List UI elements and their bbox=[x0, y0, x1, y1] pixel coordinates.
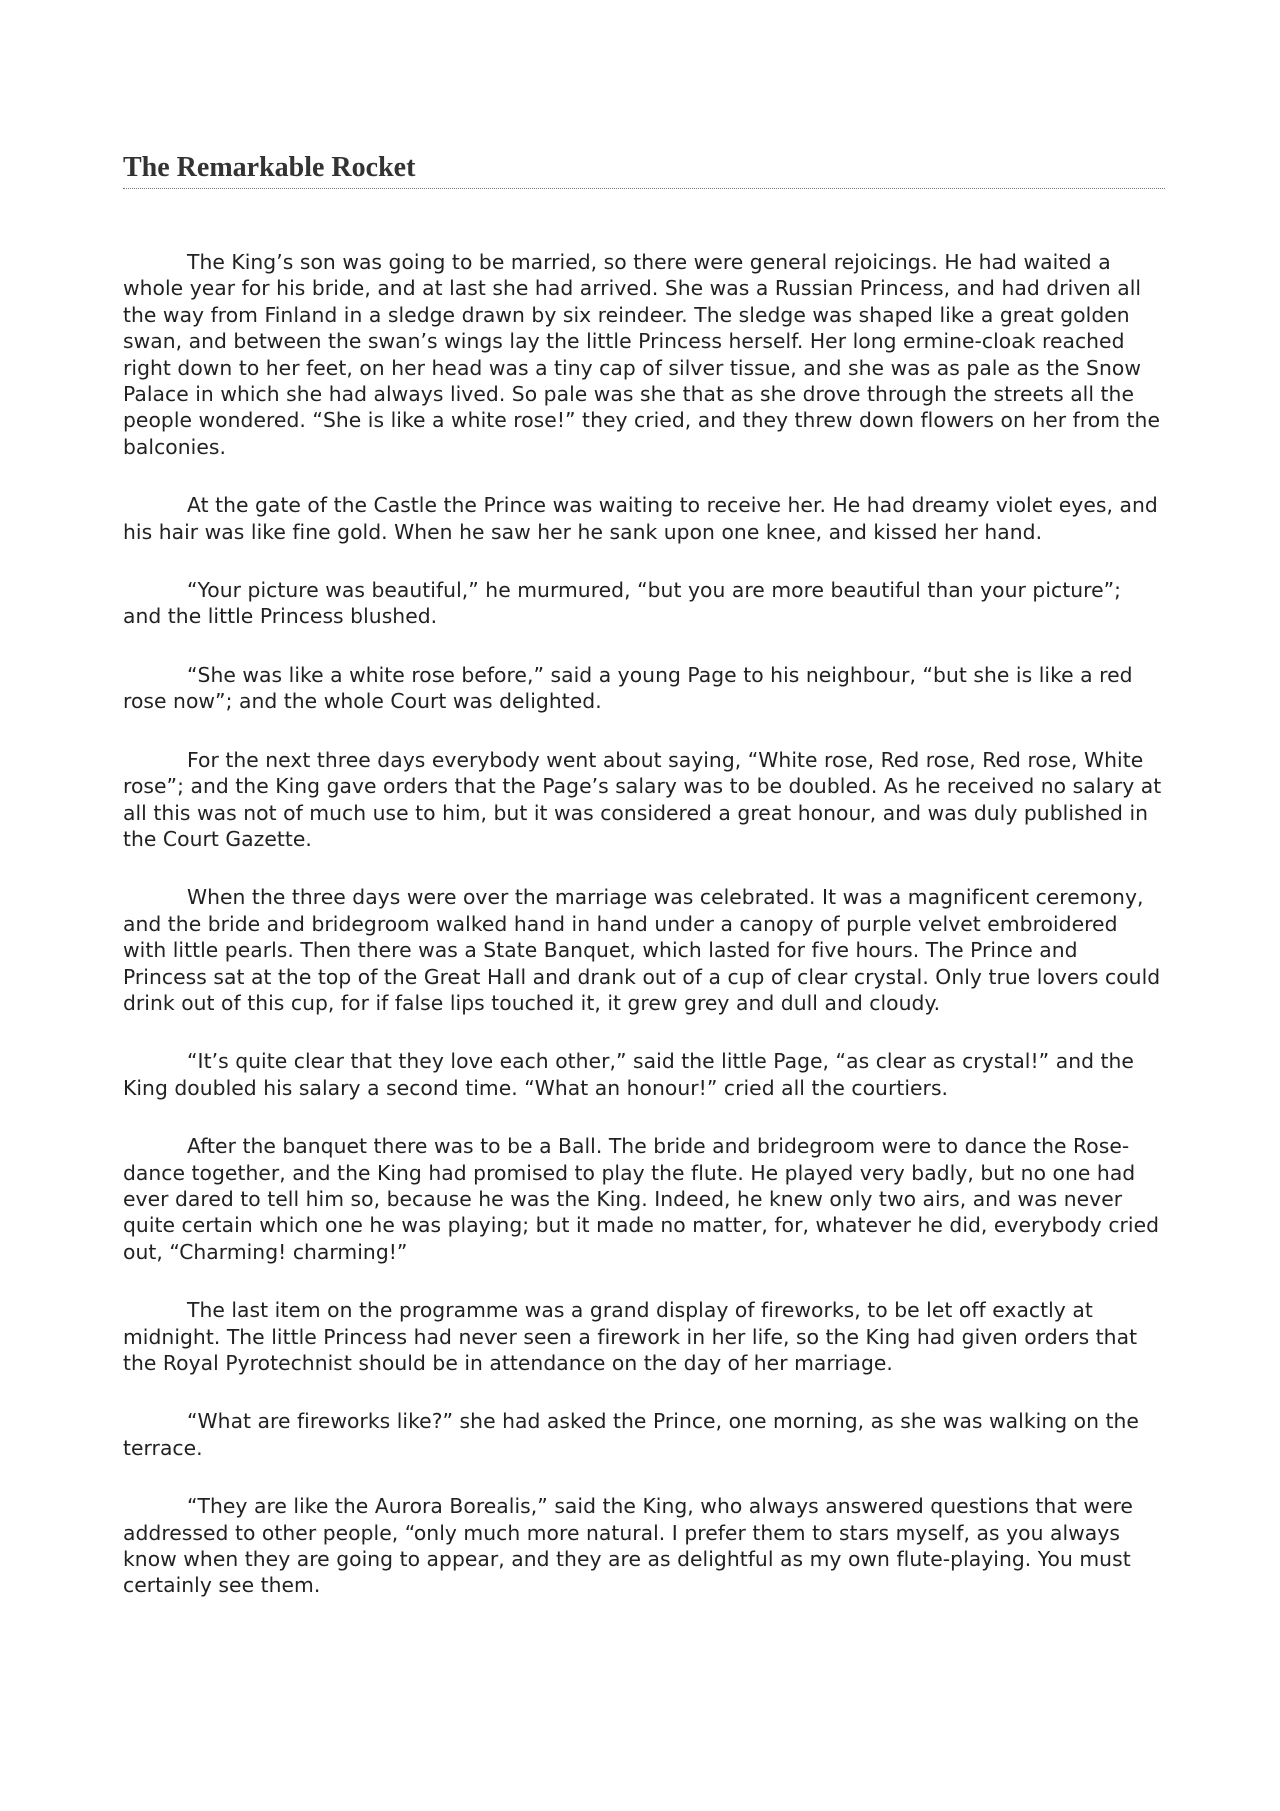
paragraph: “Your picture was beautiful,” he murmured, “but you are more beautiful than your picture”; and the little Princess blushed. bbox=[123, 578, 1122, 629]
page-title: The Remarkable Rocket bbox=[123, 150, 1165, 189]
document-body bbox=[123, 249, 1165, 1599]
paragraph: The King’s son was going to be married, so there were general rejoicings. He had waited a whole year for his bride, and at last she had arrived. She was a Russian Princess, and had driven all the way from Finland in a sledge drawn by six reindeer. The sledge was shaped like a great golden swan, and between the swan’s wings lay the little Princess herself. Her long ermine-cloak reached right down to her feet, on her head was a tiny cap of silver tissue, and she was as pale as the Snow Palace in which she had always lived. So pale was she that as she drove through the streets all the people wondered. “She is like a white rose!” they cried, and they threw down flowers on her from the balconies. bbox=[123, 250, 1160, 459]
paragraph: After the banquet there was to be a Ball. The bride and bridegroom were to dance the Rose-dance together, and the King had promised to play the flute. He played very badly, but no one had ever dared to tell him so, because he was the King. Indeed, he knew only two airs, and was never quite certain which one he was playing; but it made no matter, for, whatever he did, everybody cried out, “Charming! charming!” bbox=[123, 1134, 1160, 1264]
paragraph: For the next three days everybody went about saying, “White rose, Red rose, Red rose, White rose”; and the King gave orders that the Page’s salary was to be doubled. As he received no salary at all this was not of much use to him, but it was considered a great honour, and was duly published in the Court Gazette. bbox=[123, 747, 1162, 851]
paragraph: The last item on the programme was a grand display of fireworks, to be let off exactly at midnight. The little Princess had never seen a firework in her life, so the King had given orders that the Royal Pyrotechnist should be in attendance on the day of her marriage. bbox=[123, 1298, 1138, 1375]
paragraph: When the three days were over the marriage was celebrated. It was a magnificent ceremony, and the bride and bridegroom walked hand in hand under a canopy of purple velvet embroidered with little pearls. Then there was a State Banquet, which lasted for five hours. The Prince and Princess sat at the top of the Great Hall and drank out of a cup of clear crystal. Only true lovers could drink out of this cup, for if false lips touched it, it grew grey and dull and cloudy. bbox=[123, 885, 1161, 1015]
paragraph: At the gate of the Castle the Prince was waiting to receive her. He had dreamy violet eyes, and his hair was like fine gold. When he saw her he sank upon one knee, and kissed her hand. bbox=[123, 493, 1158, 544]
paragraph: “She was like a white rose before,” said a young Page to his neighbour, “but she is like a red rose now”; and the whole Court was delighted. bbox=[123, 662, 1133, 714]
paragraph: “They are like the Aurora Borealis,” said the King, who always answered questions that were addressed to other people, “only much more natural. I prefer them to stars myself, as you always know when they are going to appear, and they are as delightful as my own flute-playing. You must certainly see them. bbox=[123, 1494, 1133, 1598]
paragraph: “What are fireworks like?” she had asked the Prince, one morning, as she was walking on the terrace. bbox=[123, 1409, 1139, 1460]
paragraph: “It’s quite clear that they love each other,” said the little Page, “as clear as crystal!” and the King doubled his salary a second time. “What an honour!” cried all the courtiers. bbox=[123, 1049, 1134, 1100]
document-page bbox=[123, 150, 1165, 1631]
